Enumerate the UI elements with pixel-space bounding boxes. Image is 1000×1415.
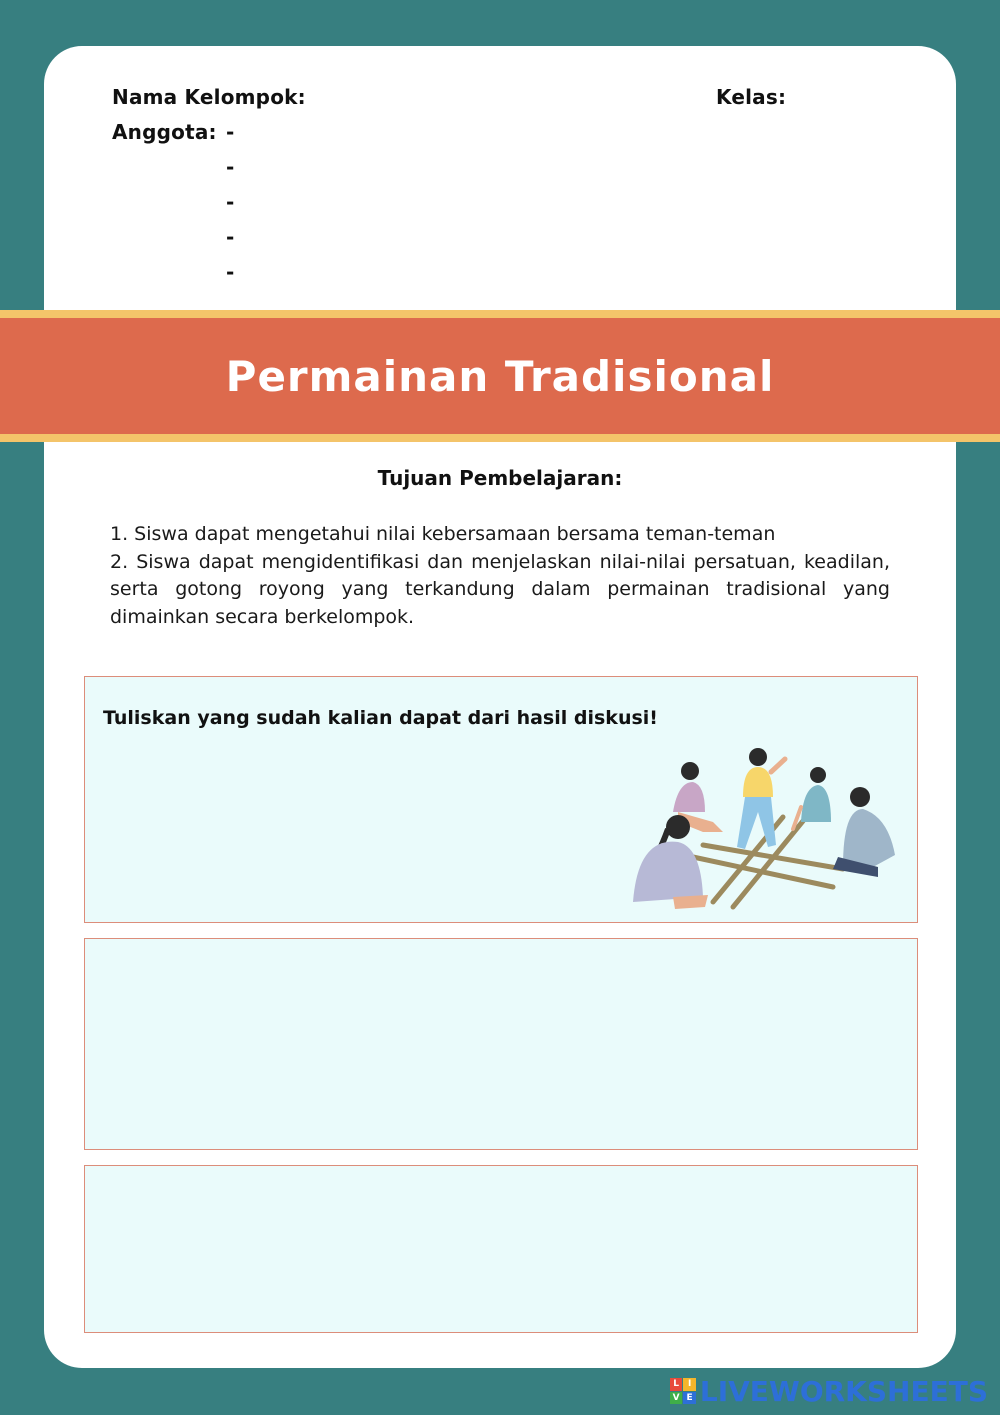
group-name-label: Nama Kelompok: [112, 85, 306, 109]
liveworksheets-brand[interactable] [670, 1373, 988, 1409]
title-banner-band [0, 318, 1000, 434]
members-label: Anggota: [112, 120, 217, 144]
member-dash: - [226, 260, 235, 284]
children-playing-bamboo-dance-illustration [633, 737, 903, 917]
discussion-prompt: Tuliskan yang sudah kalian dapat dari hasil diskusi! [103, 707, 658, 729]
logo-letter: V [670, 1392, 683, 1405]
objective-item: 1. Siswa dapat mengetahui nilai kebersamaan bersama teman-teman [110, 523, 776, 545]
member-dash: - [226, 120, 235, 144]
member-dash: - [226, 190, 235, 214]
page-title: Permainan Tradisional [225, 351, 775, 401]
logo-letter: I [683, 1378, 696, 1391]
member-dash: - [226, 155, 235, 179]
answer-box-2[interactable] [84, 938, 918, 1150]
logo-letter: E [683, 1392, 696, 1405]
answer-box-1[interactable] [84, 676, 918, 923]
objectives-heading: Tujuan Pembelajaran: [377, 466, 623, 490]
member-dash: - [226, 225, 235, 249]
brand-name: LIVEWORKSHEETS [699, 1374, 988, 1408]
logo-letter: L [670, 1378, 683, 1391]
objectives-list [110, 521, 890, 631]
objective-item: 2. Siswa dapat mengidentifikasi dan menjelaskan nilai-nilai persatuan, keadilan, serta gotong royong yang terkandung dalam permainan tradisional yang dimainkan secara berkelompok. [110, 550, 890, 628]
class-label: Kelas: [716, 85, 787, 109]
title-banner [0, 310, 1000, 442]
liveworksheets-logo-icon [670, 1378, 696, 1404]
answer-box-3[interactable] [84, 1165, 918, 1333]
